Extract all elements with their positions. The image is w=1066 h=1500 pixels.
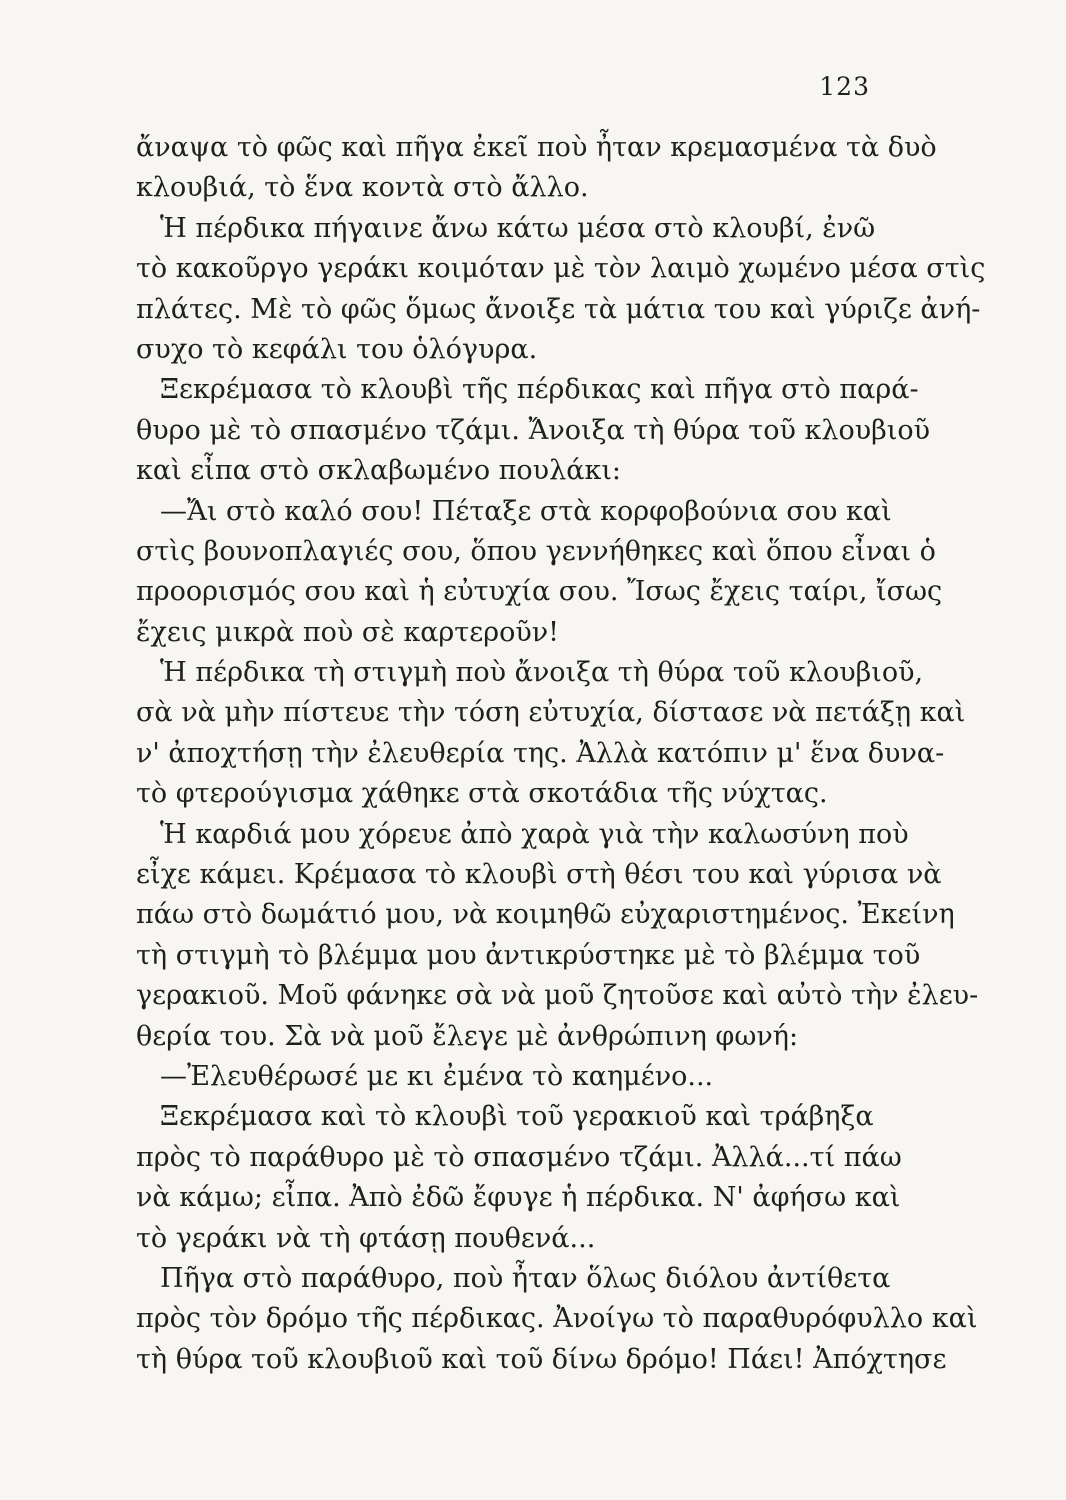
text-line: τὴ στιγμὴ τὸ βλέμμα μου ἀντικρύστηκε μὲ τὸ βλέμμα τοῦ [136,939,921,971]
text-line: γερακιοῦ. Μοῦ φάνηκε σὰ νὰ μοῦ ζητοῦσε καὶ αὐτὸ τὴν ἐλευ- [136,980,979,1012]
body-text [136,128,986,1380]
text-line: Ξεκρέμασα καὶ τὸ κλουβὶ τοῦ γερακιοῦ καὶ τράβηξα [160,1101,874,1133]
text-line: πλάτες. Μὲ τὸ φῶς ὅμως ἄνοιξε τὰ μάτια του καὶ γύριζε ἀνή- [136,293,981,325]
text-line: πρὸς τὸν δρόμο τῆς πέρδικας. Ἀνοίγω τὸ παραθυρόφυλλο καὶ [136,1303,978,1335]
text-line: τὸ γεράκι νὰ τὴ φτάσῃ πουθενά... [136,1222,596,1254]
text-line: Ξεκρέμασα τὸ κλουβὶ τῆς πέρδικας καὶ πῆγα στὸ παρά- [160,374,919,406]
text-line: θερία του. Σὰ νὰ μοῦ ἔλεγε μὲ ἀνθρώπινη φωνή: [136,1020,799,1052]
text-line: Πῆγα στὸ παράθυρο, ποὺ ἦταν ὅλως διόλου ἀντίθετα [160,1262,891,1294]
text-line: τὸ φτερούγισμα χάθηκε στὰ σκοτάδια τῆς νύχτας. [136,778,828,810]
text-line: καὶ εἶπα στὸ σκλαβωμένο πουλάκι: [136,455,621,487]
text-line: —Ἐλευθέρωσέ με κι ἐμένα τὸ καημένο... [160,1060,714,1092]
text-line: πάω στὸ δωμάτιό μου, νὰ κοιμηθῶ εὐχαριστημένος. Ἐκείνη [136,899,955,931]
text-line: θυρο μὲ τὸ σπασμένο τζάμι. Ἄνοιξα τὴ θύρα τοῦ κλουβιοῦ [136,414,931,446]
text-line: τὸ κακοῦργο γεράκι κοιμόταν μὲ τὸν λαιμὸ χωμένο μέσα στὶς [136,253,986,285]
text-line: προορισμός σου καὶ ἡ εὐτυχία σου. Ἴσως ἔχεις ταίρι, ἴσως [136,576,943,608]
text-line: εἶχε κάμει. Κρέμασα τὸ κλουβὶ στὴ θέσι του καὶ γύρισα νὰ [136,859,942,891]
text-line: πρὸς τὸ παράθυρο μὲ τὸ σπασμένο τζάμι. Ἀλλά...τί πάω [136,1141,902,1173]
text-line: τὴ θύρα τοῦ κλουβιοῦ καὶ τοῦ δίνω δρόμο! Πάει! Ἀπόχτησε [136,1343,947,1375]
text-line: ἄναψα τὸ φῶς καὶ πῆγα ἐκεῖ ποὺ ἦταν κρεμασμένα τὰ δυὸ [136,132,937,163]
text-line: νὰ κάμω; εἶπα. Ἀπὸ ἐδῶ ἔφυγε ἡ πέρδικα. Ν' ἀφήσω καὶ [136,1182,901,1214]
text-line: σὰ νὰ μὴν πίστευε τὴν τόση εὐτυχία, δίστασε νὰ πετάξῃ καὶ [136,697,966,729]
text-line: Ἡ καρδιά μου χόρευε ἀπὸ χαρὰ γιὰ τὴν καλωσύνη ποὺ [160,818,909,850]
text-line: ἔχεις μικρὰ ποὺ σὲ καρτεροῦν! [136,616,560,648]
text-line: Ἡ πέρδικα πήγαινε ἄνω κάτω μέσα στὸ κλουβί, ἐνῶ [160,212,876,244]
text-line: συχο τὸ κεφάλι του ὁλόγυρα. [136,333,538,365]
text-line: στὶς βουνοπλαγιές σου, ὅπου γεννήθηκες καὶ ὅπου εἶναι ὁ [136,535,936,567]
text-line: —Ἄι στὸ καλό σου! Πέταξε στὰ κορφοβούνια σου καὶ [160,495,892,527]
page-number: 123 [819,72,870,101]
text-line: ν' ἀποχτήσῃ τὴν ἐλευθερία της. Ἀλλὰ κατόπιν μ' ἕνα δυνα- [136,737,945,769]
text-line: Ἡ πέρδικα τὴ στιγμὴ ποὺ ἄνοιξα τὴ θύρα τοῦ κλουβιοῦ, [160,657,924,689]
text-line: κλουβιά, τὸ ἕνα κοντὰ στὸ ἄλλο. [136,172,589,204]
